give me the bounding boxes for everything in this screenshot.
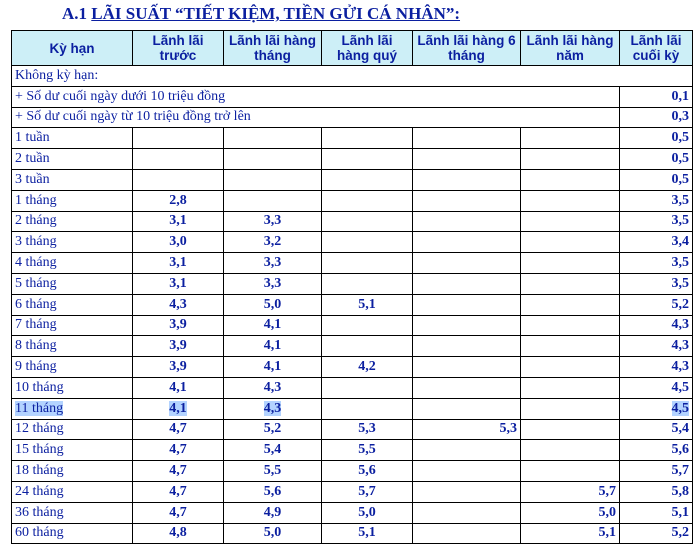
term-label: 2 tuần xyxy=(15,151,50,167)
table-row xyxy=(12,357,693,378)
prepaid-rate: 4,8 xyxy=(169,525,187,541)
prepaid-rate-cell xyxy=(133,481,224,502)
term-label: 5 tháng xyxy=(15,275,57,291)
quarterly-rate: 5,6 xyxy=(358,463,376,479)
annual-rate-cell xyxy=(521,149,620,170)
annual-rate-cell xyxy=(521,169,620,190)
term-label: 10 tháng xyxy=(15,379,64,395)
term-cell xyxy=(12,440,133,461)
annual-rate-cell xyxy=(521,232,620,253)
maturity-rate-cell xyxy=(620,211,693,232)
no-term-row xyxy=(12,107,693,128)
column-header-annual: Lãnh lãi hàng năm xyxy=(521,31,620,66)
maturity-rate-cell xyxy=(620,398,693,419)
prepaid-rate: 3,0 xyxy=(169,234,187,250)
monthly-rate-cell xyxy=(224,481,322,502)
annual-rate: 5,1 xyxy=(598,525,616,541)
maturity-rate: 3,5 xyxy=(671,192,689,208)
prepaid-rate-cell xyxy=(133,315,224,336)
monthly-rate-cell xyxy=(224,440,322,461)
annual-rate-cell xyxy=(521,377,620,398)
maturity-rate: 0,5 xyxy=(671,171,689,187)
term-label: 11 tháng xyxy=(15,400,64,416)
annual-rate-cell xyxy=(521,253,620,274)
maturity-rate: 5,2 xyxy=(671,525,689,541)
monthly-rate: 4,3 xyxy=(263,379,282,395)
monthly-rate-cell xyxy=(224,336,322,357)
quarterly-rate-cell xyxy=(322,315,413,336)
monthly-rate: 5,2 xyxy=(263,421,282,437)
term-label: 12 tháng xyxy=(15,421,64,437)
maturity-rate: 4,3 xyxy=(671,359,689,375)
maturity-rate-cell xyxy=(620,461,693,482)
page-title xyxy=(62,4,460,24)
monthly-rate: 5,0 xyxy=(263,296,282,312)
semiannual-rate-cell xyxy=(413,149,521,170)
term-label: 3 tháng xyxy=(15,234,57,250)
prepaid-rate-cell xyxy=(133,211,224,232)
quarterly-rate-cell xyxy=(322,232,413,253)
monthly-rate: 3,2 xyxy=(263,234,282,250)
title-main: LÃI SUẤT “TIẾT KIỆM, TIỀN GỬI CÁ NHÂN”: xyxy=(91,4,461,23)
term-cell xyxy=(12,211,133,232)
quarterly-rate-cell xyxy=(322,211,413,232)
prepaid-rate: 3,9 xyxy=(169,317,187,333)
term-cell xyxy=(12,169,133,190)
maturity-rate-cell xyxy=(620,315,693,336)
maturity-rate: 3,5 xyxy=(671,275,689,291)
prepaid-rate: 3,1 xyxy=(169,213,187,229)
maturity-rate-cell xyxy=(620,440,693,461)
semiannual-rate-cell xyxy=(413,232,521,253)
annual-rate-cell xyxy=(521,294,620,315)
prepaid-rate: 4,1 xyxy=(169,400,187,416)
monthly-rate-cell xyxy=(224,502,322,523)
term-label: 9 tháng xyxy=(15,359,57,375)
prepaid-rate: 3,1 xyxy=(169,255,187,271)
term-cell xyxy=(12,273,133,294)
monthly-rate: 4,1 xyxy=(263,359,282,375)
term-cell xyxy=(12,232,133,253)
maturity-rate-cell xyxy=(620,128,693,149)
semiannual-rate-cell xyxy=(413,315,521,336)
table-row xyxy=(12,211,693,232)
monthly-rate-cell xyxy=(224,190,322,211)
quarterly-rate-cell xyxy=(322,481,413,502)
quarterly-rate-cell xyxy=(322,502,413,523)
column-header-semiannual: Lãnh lãi hàng 6 tháng xyxy=(413,31,521,66)
prepaid-rate: 4,7 xyxy=(169,504,187,520)
annual-rate-cell xyxy=(521,398,620,419)
monthly-rate: 3,3 xyxy=(263,213,282,229)
maturity-rate-cell xyxy=(620,357,693,378)
table-row xyxy=(12,149,693,170)
monthly-rate-cell xyxy=(224,128,322,149)
semiannual-rate-cell xyxy=(413,294,521,315)
monthly-rate-cell xyxy=(224,294,322,315)
maturity-rate-cell xyxy=(620,523,693,544)
prepaid-rate: 2,8 xyxy=(169,192,187,208)
quarterly-rate-cell xyxy=(322,377,413,398)
prepaid-rate-cell xyxy=(133,398,224,419)
monthly-rate-cell xyxy=(224,315,322,336)
prepaid-rate: 4,1 xyxy=(169,379,187,395)
quarterly-rate-cell xyxy=(322,440,413,461)
table-row xyxy=(12,294,693,315)
term-cell xyxy=(12,502,133,523)
quarterly-rate-cell xyxy=(322,253,413,274)
maturity-rate-cell xyxy=(620,481,693,502)
maturity-rate: 5,4 xyxy=(671,421,689,437)
annual-rate-cell xyxy=(521,273,620,294)
monthly-rate-cell xyxy=(224,377,322,398)
semiannual-rate-cell xyxy=(413,190,521,211)
monthly-rate: 4,3 xyxy=(263,400,282,416)
term-cell xyxy=(12,128,133,149)
maturity-rate: 4,3 xyxy=(671,317,689,333)
monthly-rate-cell xyxy=(224,357,322,378)
table-row xyxy=(12,190,693,211)
semiannual-rate-cell xyxy=(413,377,521,398)
semiannual-rate-cell xyxy=(413,398,521,419)
prepaid-rate-cell xyxy=(133,294,224,315)
term-label: 2 tháng xyxy=(15,213,57,229)
maturity-rate-cell xyxy=(620,253,693,274)
quarterly-rate-cell xyxy=(322,523,413,544)
quarterly-rate-cell xyxy=(322,149,413,170)
prepaid-rate: 4,7 xyxy=(169,421,187,437)
monthly-rate: 5,4 xyxy=(263,442,282,458)
semiannual-rate-cell xyxy=(413,211,521,232)
quarterly-rate-cell xyxy=(322,398,413,419)
table-row xyxy=(12,377,693,398)
table-row xyxy=(12,232,693,253)
column-header-maturity: Lãnh lãi cuối kỳ xyxy=(620,31,693,66)
table-row xyxy=(12,336,693,357)
monthly-rate-cell xyxy=(224,253,322,274)
table-row xyxy=(12,315,693,336)
term-cell xyxy=(12,294,133,315)
prepaid-rate-cell xyxy=(133,253,224,274)
maturity-rate: 5,8 xyxy=(671,483,689,499)
quarterly-rate-cell xyxy=(322,357,413,378)
prepaid-rate-cell xyxy=(133,128,224,149)
column-header-term: Kỳ hạn xyxy=(12,31,133,66)
prepaid-rate: 4,7 xyxy=(169,442,187,458)
monthly-rate-cell xyxy=(224,461,322,482)
annual-rate: 5,7 xyxy=(598,483,616,499)
annual-rate-cell xyxy=(521,523,620,544)
table-row xyxy=(12,440,693,461)
maturity-rate: 3,5 xyxy=(671,255,689,271)
term-label: 18 tháng xyxy=(15,463,64,479)
prepaid-rate: 3,9 xyxy=(169,338,187,354)
prepaid-rate: 4,7 xyxy=(169,463,187,479)
maturity-rate-cell xyxy=(620,294,693,315)
quarterly-rate-cell xyxy=(322,273,413,294)
prepaid-rate: 4,7 xyxy=(169,483,187,499)
semiannual-rate-cell xyxy=(413,419,521,440)
maturity-rate-cell xyxy=(620,169,693,190)
maturity-rate-cell xyxy=(620,419,693,440)
prepaid-rate-cell xyxy=(133,377,224,398)
term-cell xyxy=(12,315,133,336)
maturity-rate: 5,7 xyxy=(671,463,689,479)
term-label: 24 tháng xyxy=(15,483,64,499)
monthly-rate-cell xyxy=(224,419,322,440)
prepaid-rate-cell xyxy=(133,190,224,211)
maturity-rate: 3,4 xyxy=(671,234,689,250)
prepaid-rate: 4,3 xyxy=(169,296,187,312)
maturity-rate: 4,3 xyxy=(671,338,689,354)
no-term-row xyxy=(12,86,693,107)
quarterly-rate: 5,1 xyxy=(358,525,376,541)
maturity-rate: 0,5 xyxy=(671,130,689,146)
prepaid-rate-cell xyxy=(133,419,224,440)
annual-rate-cell xyxy=(521,211,620,232)
prepaid-rate: 3,1 xyxy=(169,275,187,291)
term-label: 6 tháng xyxy=(15,296,57,312)
monthly-rate: 4,9 xyxy=(263,504,282,520)
table-row xyxy=(12,419,693,440)
monthly-rate: 5,0 xyxy=(263,525,282,541)
no-term-rate: 0,3 xyxy=(620,107,693,128)
quarterly-rate-cell xyxy=(322,128,413,149)
semiannual-rate-cell xyxy=(413,523,521,544)
monthly-rate-cell xyxy=(224,398,322,419)
term-cell xyxy=(12,398,133,419)
quarterly-rate: 5,3 xyxy=(358,421,376,437)
table-row xyxy=(12,273,693,294)
term-cell xyxy=(12,190,133,211)
term-label: 1 tuần xyxy=(15,130,50,146)
monthly-rate: 5,5 xyxy=(263,463,282,479)
prepaid-rate-cell xyxy=(133,357,224,378)
prepaid-rate-cell xyxy=(133,149,224,170)
maturity-rate-cell xyxy=(620,377,693,398)
no-term-rate: 0,1 xyxy=(620,86,693,107)
no-term-label: Không kỳ hạn: xyxy=(12,66,693,87)
monthly-rate-cell xyxy=(224,169,322,190)
monthly-rate: 5,6 xyxy=(263,483,282,499)
semiannual-rate-cell xyxy=(413,440,521,461)
monthly-rate: 3,3 xyxy=(263,275,282,291)
table-row xyxy=(12,461,693,482)
title-prefix: A.1 xyxy=(62,4,88,23)
term-label: 3 tuần xyxy=(15,171,50,187)
semiannual-rate-cell xyxy=(413,357,521,378)
term-cell xyxy=(12,149,133,170)
quarterly-rate-cell xyxy=(322,294,413,315)
prepaid-rate-cell xyxy=(133,523,224,544)
monthly-rate-cell xyxy=(224,523,322,544)
annual-rate-cell xyxy=(521,461,620,482)
annual-rate-cell xyxy=(521,419,620,440)
maturity-rate-cell xyxy=(620,232,693,253)
term-cell xyxy=(12,377,133,398)
prepaid-rate-cell xyxy=(133,273,224,294)
term-label: 8 tháng xyxy=(15,338,57,354)
prepaid-rate-cell xyxy=(133,336,224,357)
quarterly-rate: 5,5 xyxy=(358,442,376,458)
term-label: 4 tháng xyxy=(15,255,57,271)
annual-rate-cell xyxy=(521,336,620,357)
table-row xyxy=(12,523,693,544)
annual-rate-cell xyxy=(521,502,620,523)
term-cell xyxy=(12,419,133,440)
term-cell xyxy=(12,481,133,502)
quarterly-rate-cell xyxy=(322,336,413,357)
quarterly-rate: 4,2 xyxy=(358,359,376,375)
semiannual-rate-cell xyxy=(413,481,521,502)
maturity-rate: 3,5 xyxy=(671,213,689,229)
column-header-quarterly: Lãnh lãi hàng quý xyxy=(322,31,413,66)
monthly-rate: 4,1 xyxy=(263,317,282,333)
quarterly-rate-cell xyxy=(322,461,413,482)
quarterly-rate: 5,0 xyxy=(358,504,376,520)
term-label: 7 tháng xyxy=(15,317,57,333)
no-term-row-label: + Số dư cuối ngày từ 10 triệu đồng trở lên xyxy=(12,107,620,128)
maturity-rate: 5,6 xyxy=(671,442,689,458)
term-cell xyxy=(12,336,133,357)
semiannual-rate-cell xyxy=(413,253,521,274)
table-row xyxy=(12,502,693,523)
term-label: 36 tháng xyxy=(15,504,64,520)
prepaid-rate-cell xyxy=(133,232,224,253)
term-cell xyxy=(12,523,133,544)
annual-rate-cell xyxy=(521,357,620,378)
annual-rate: 5,0 xyxy=(598,504,616,520)
semiannual-rate-cell xyxy=(413,336,521,357)
column-header-monthly: Lãnh lãi hàng tháng xyxy=(224,31,322,66)
semiannual-rate-cell xyxy=(413,128,521,149)
table-row xyxy=(12,253,693,274)
monthly-rate-cell xyxy=(224,232,322,253)
prepaid-rate-cell xyxy=(133,440,224,461)
quarterly-rate-cell xyxy=(322,419,413,440)
prepaid-rate-cell xyxy=(133,169,224,190)
annual-rate-cell xyxy=(521,315,620,336)
table-row xyxy=(12,169,693,190)
prepaid-rate-cell xyxy=(133,502,224,523)
annual-rate-cell xyxy=(521,481,620,502)
annual-rate-cell xyxy=(521,190,620,211)
annual-rate-cell xyxy=(521,440,620,461)
annual-rate-cell xyxy=(521,128,620,149)
header-row xyxy=(12,31,693,66)
no-term-row-label: + Số dư cuối ngày dưới 10 triệu đồng xyxy=(12,86,620,107)
prepaid-rate-cell xyxy=(133,461,224,482)
no-term-heading-row xyxy=(12,66,693,87)
table-row xyxy=(12,128,693,149)
monthly-rate-cell xyxy=(224,273,322,294)
maturity-rate: 0,5 xyxy=(671,151,689,167)
term-label: 60 tháng xyxy=(15,525,64,541)
term-cell xyxy=(12,357,133,378)
semiannual-rate: 5,3 xyxy=(499,421,517,437)
maturity-rate: 4,5 xyxy=(671,400,689,416)
table-row xyxy=(12,481,693,502)
interest-rate-table xyxy=(11,30,693,544)
semiannual-rate-cell xyxy=(413,502,521,523)
maturity-rate-cell xyxy=(620,149,693,170)
semiannual-rate-cell xyxy=(413,169,521,190)
maturity-rate: 5,2 xyxy=(671,296,689,312)
monthly-rate: 3,3 xyxy=(263,255,282,271)
term-label: 1 tháng xyxy=(15,192,57,208)
maturity-rate-cell xyxy=(620,502,693,523)
term-label: 15 tháng xyxy=(15,442,64,458)
term-cell xyxy=(12,253,133,274)
semiannual-rate-cell xyxy=(413,461,521,482)
quarterly-rate: 5,7 xyxy=(358,483,376,499)
monthly-rate: 4,1 xyxy=(263,338,282,354)
prepaid-rate: 3,9 xyxy=(169,359,187,375)
maturity-rate-cell xyxy=(620,273,693,294)
maturity-rate: 5,1 xyxy=(671,504,689,520)
maturity-rate: 4,5 xyxy=(671,379,689,395)
monthly-rate-cell xyxy=(224,211,322,232)
quarterly-rate: 5,1 xyxy=(358,296,376,312)
monthly-rate-cell xyxy=(224,149,322,170)
column-header-prepaid: Lãnh lãi trước xyxy=(133,31,224,66)
quarterly-rate-cell xyxy=(322,190,413,211)
quarterly-rate-cell xyxy=(322,169,413,190)
semiannual-rate-cell xyxy=(413,273,521,294)
maturity-rate-cell xyxy=(620,336,693,357)
maturity-rate-cell xyxy=(620,190,693,211)
table-row xyxy=(12,398,693,419)
term-cell xyxy=(12,461,133,482)
